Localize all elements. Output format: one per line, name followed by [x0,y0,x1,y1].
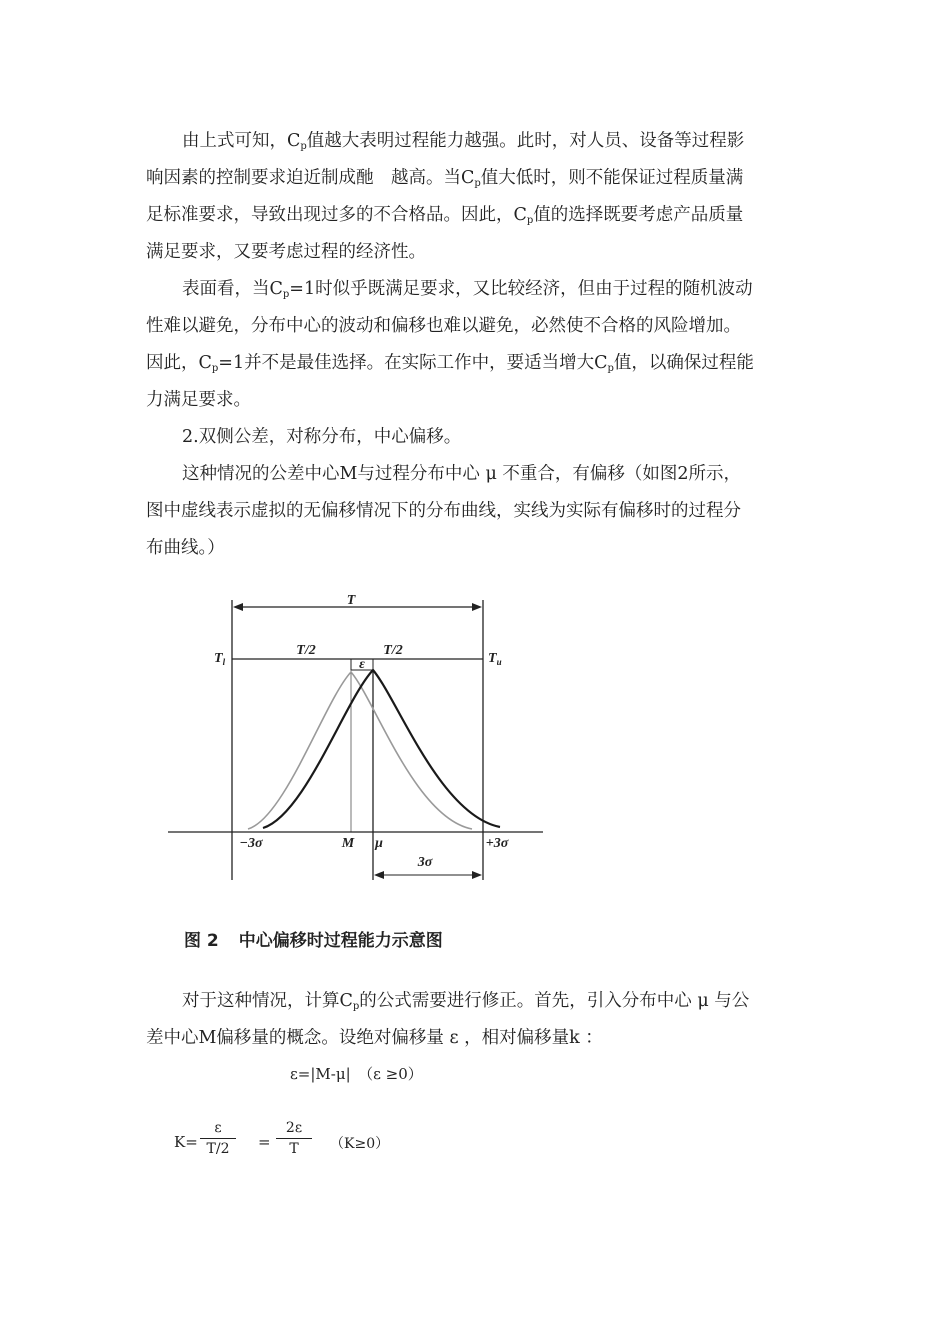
paragraph-2 [146,271,806,419]
equation-epsilon: ε=|M-μ| （ε ≥0） [290,1065,423,1083]
paragraph-line: 由上式可知，$C_p$值越大表明过程能力越强。此时，对人员、设备等过程影 [182,131,745,152]
paragraph-line: 这种情况的公差中心M与过程分布中心 μ 不重合，有偏移（如图2所示， [182,464,742,484]
paragraph-1 [146,123,806,271]
paragraph-line: 响因素的控制要求迫近制成酏 越高。当$C_p$值大低时，则不能保证过程质量满 [146,168,744,189]
fraction-numerator: 2ε [285,1120,303,1136]
paragraph-line: 表面看，当$C_p=1$时似乎既满足要求，又比较经济，但由于过程的随机波动 [182,279,753,300]
caption-text: 中心偏移时过程能力示意图 [238,931,443,951]
paragraph-5 [146,983,806,1057]
arrow-head-left [374,871,384,879]
label-plus-3-sigma: +3σ [485,836,509,851]
paragraph-line: 布曲线。） [146,538,225,558]
label-three-sigma: 3σ [417,855,433,870]
fraction-denominator: T/2 [206,1141,230,1157]
process-capability-figure [150,585,570,890]
label-T-half-left: T/2 [296,643,316,658]
label-M: M [341,836,355,851]
equation-k-condition: （K≥0） [330,1136,390,1152]
paragraph-line: 因此，$C_p=1$并不是最佳选择。在实际工作中，要适当增大$C_p$值，以确保过程能 [146,353,754,374]
section-heading [146,419,806,456]
actual-distribution-curve [263,670,500,828]
fraction-epsilon-over-half-T [200,1120,236,1157]
caption-number: 图 2 [184,931,219,951]
equation-equals: = [258,1133,271,1151]
label-epsilon: ε [359,657,365,672]
fraction-numerator: ε [214,1120,222,1136]
paragraph-line: 性难以避免，分布中心的波动和偏移也难以避免，必然使不合格的风险增加。 [146,316,741,336]
label-T-upper: $T_u$ [488,651,502,667]
arrow-head-right [472,871,482,879]
fraction-bar [200,1138,236,1139]
paragraph-line: 2.双侧公差，对称分布，中心偏移。 [182,427,462,447]
equation-k-lhs: K= [174,1133,198,1151]
paragraph-line: 差中心M偏移量的概念。设绝对偏移量 ε ，相对偏移量k ： [146,1028,603,1048]
label-T-half-right: T/2 [383,643,403,658]
label-T: T [346,593,356,608]
label-T-lower: $T_l$ [214,651,226,667]
label-minus-3-sigma: −3σ [239,836,263,851]
paragraph-line: 足标准要求，导致出现过多的不合格品。因此，$C_p$值的选择既要考虑产品质量 [146,205,744,226]
figure-caption [184,926,443,951]
paragraph-line: 对于这种情况，计算$C_p$的公式需要进行修正。首先，引入分布中心 μ 与公 [182,991,750,1012]
fraction-bar [276,1138,312,1139]
paragraph-line: 满足要求，又要考虑过程的经济性。 [146,242,426,262]
fraction-denominator: T [289,1141,299,1157]
virtual-distribution-curve [248,672,472,829]
paragraph-4 [146,456,806,567]
paragraph-line: 力满足要求。 [146,390,251,410]
fraction-2epsilon-over-T [276,1120,312,1157]
paragraph-line: 图中虚线表示虚拟的无偏移情况下的分布曲线，实线为实际有偏移时的过程分 [146,501,741,521]
arrow-head-left [233,603,243,611]
label-mu: μ [375,836,383,851]
arrow-head-right [472,603,482,611]
